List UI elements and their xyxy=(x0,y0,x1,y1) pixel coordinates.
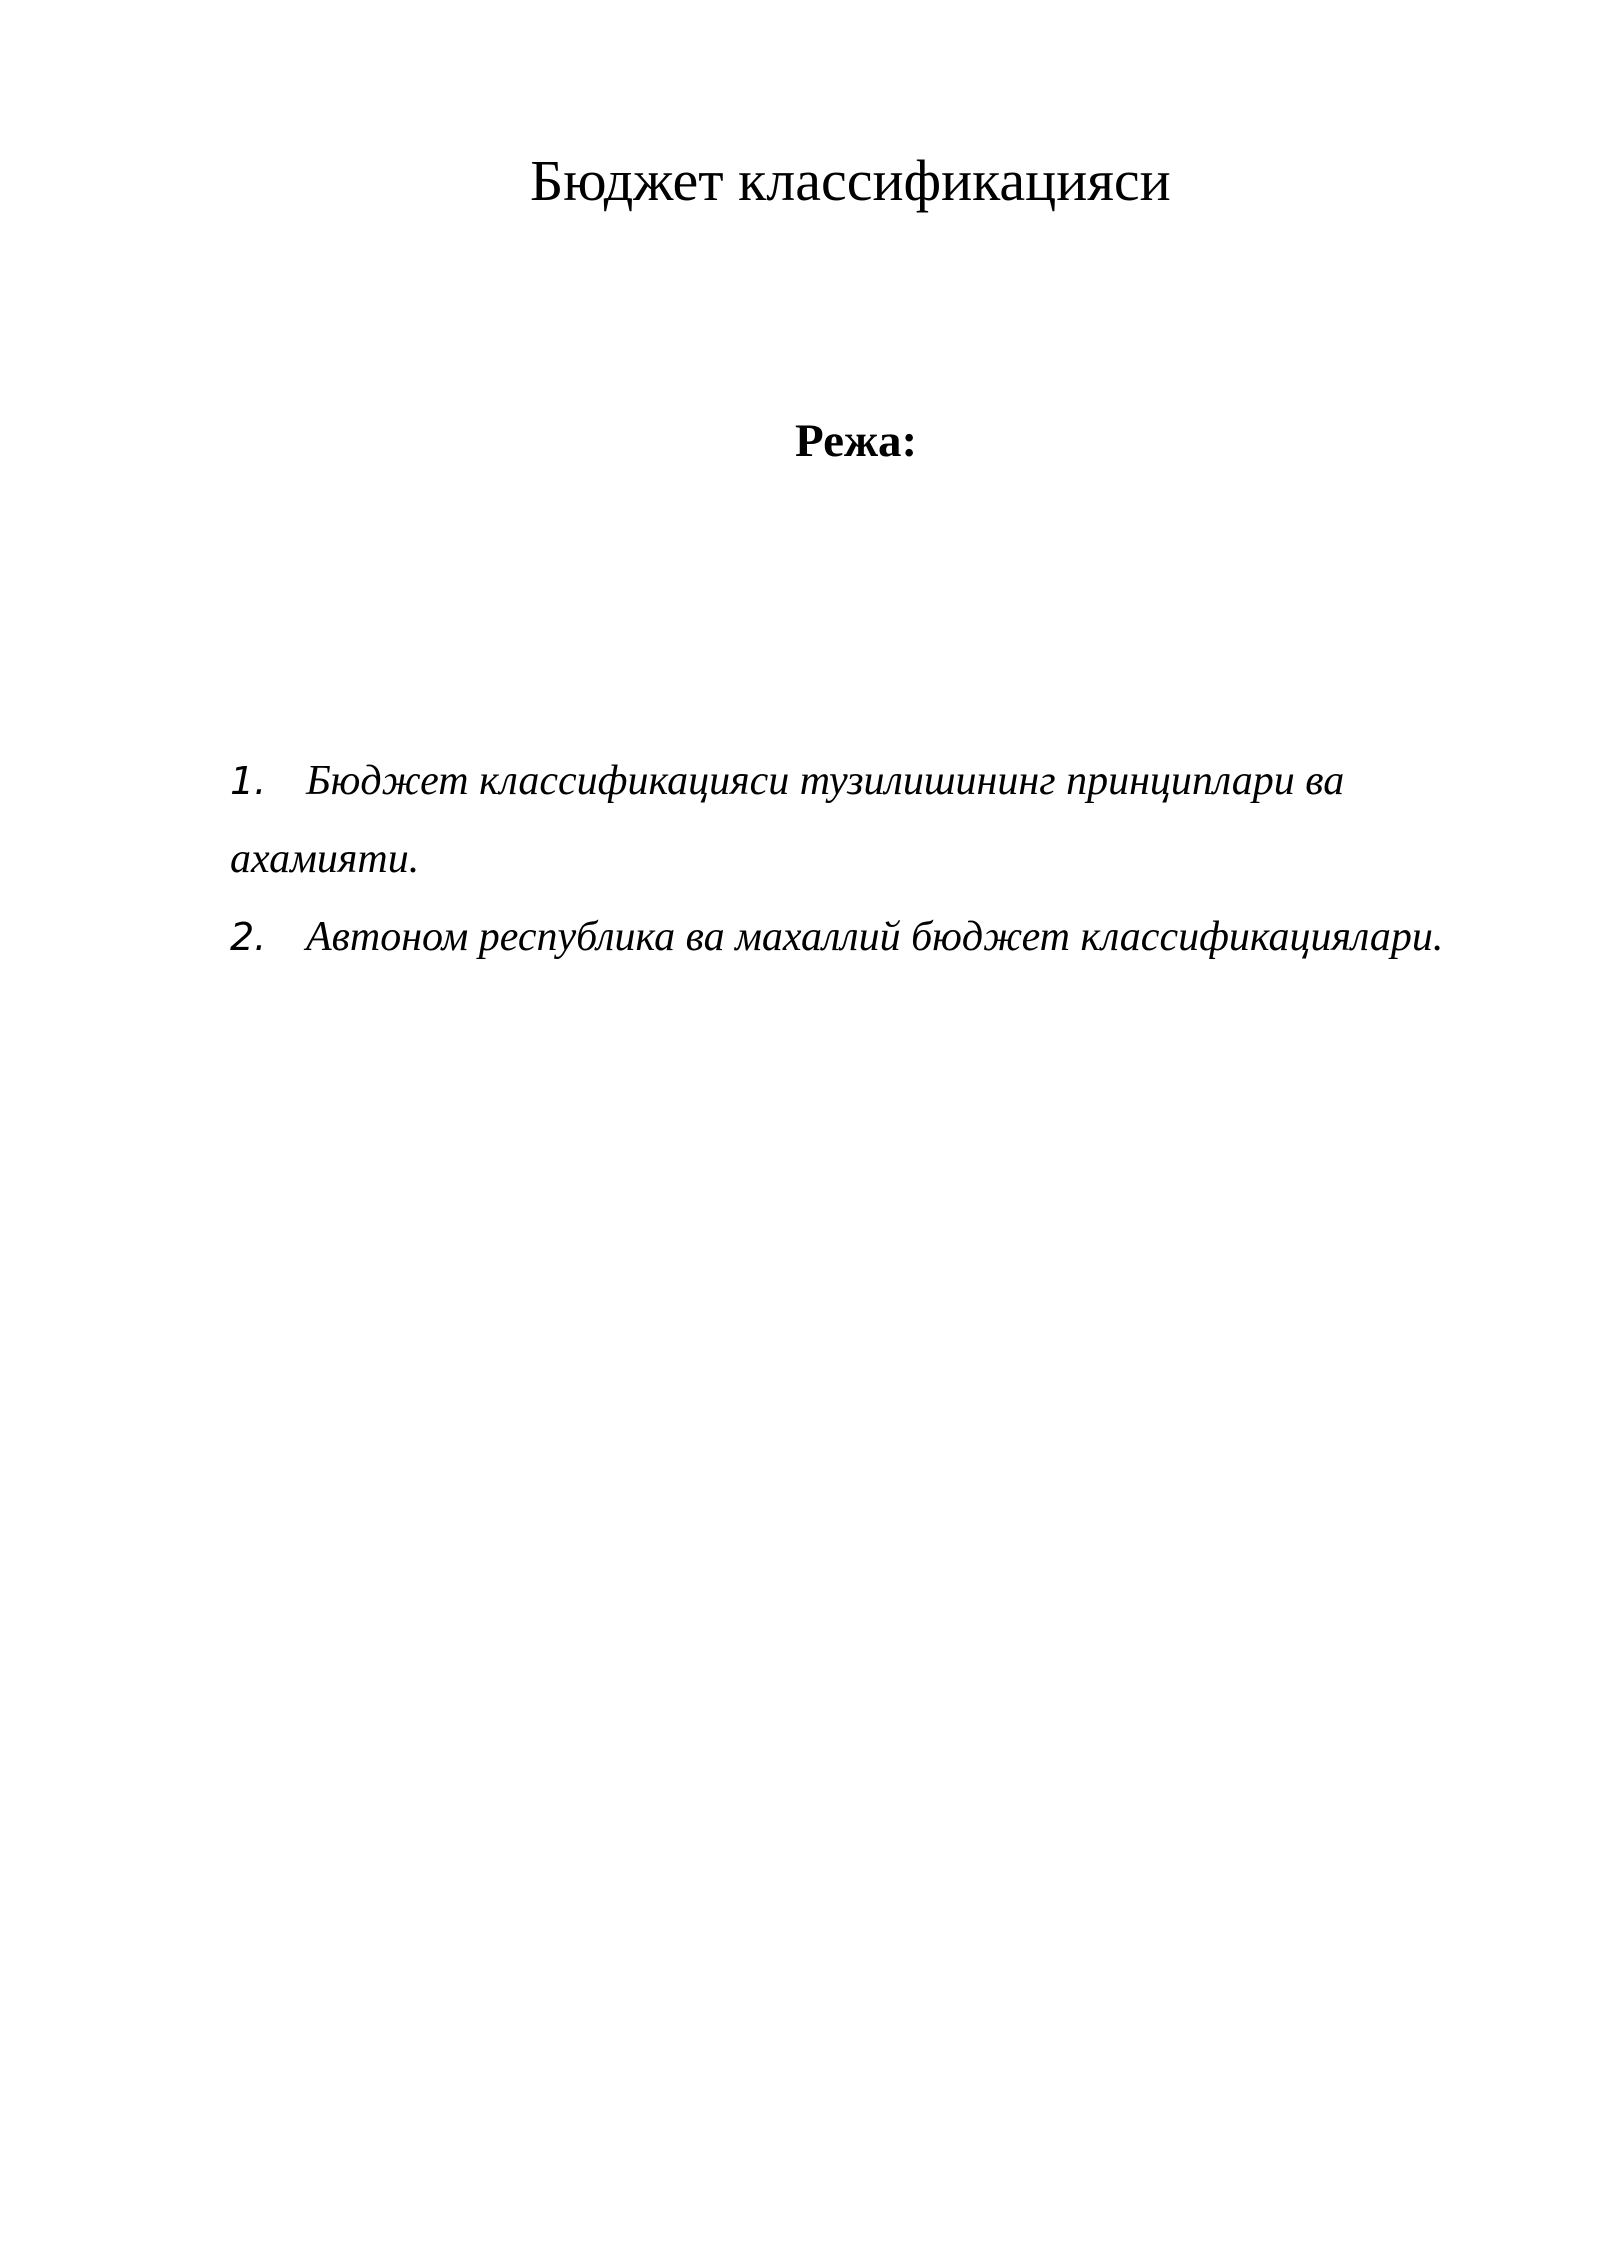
plan-heading: Режа: xyxy=(795,415,918,467)
document-title: Бюджет классификацияси xyxy=(530,148,1171,213)
plan-item-number: 1. xyxy=(230,759,267,803)
plan-item-2 xyxy=(230,898,1490,976)
plan-item-text: Автоном республика ва махаллий бюджет классификациялари. xyxy=(306,914,1444,960)
plan-list xyxy=(230,742,1490,976)
plan-item-1 xyxy=(230,742,1490,898)
plan-item-number: 2. xyxy=(230,915,267,959)
plan-item-text: Бюджет классификацияси тузилишининг принциплари ва ахамияти. xyxy=(230,758,1345,882)
